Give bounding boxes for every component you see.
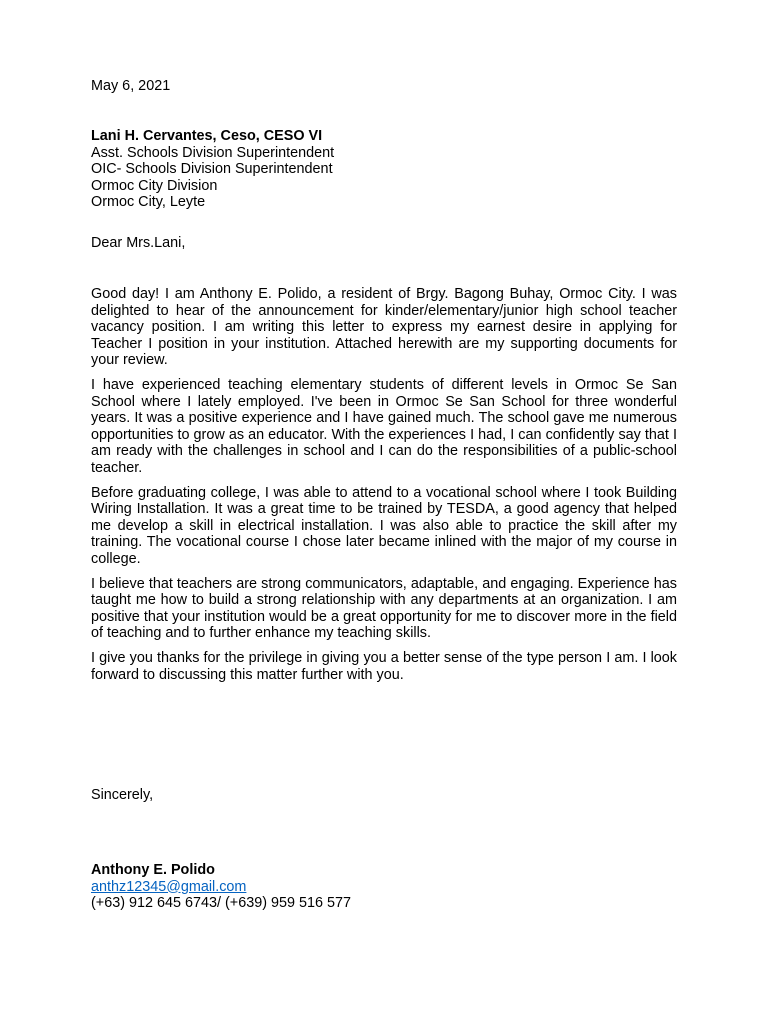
body-paragraph-5: I give you thanks for the privilege in giving you a better sense of the type person I am. I look forward to discussing this matter further with you. [91,650,677,683]
closing: Sincerely, [91,787,154,803]
salutation: Dear Mrs.Lani, [91,235,186,251]
letter-date: May 6, 2021 [91,78,171,94]
signature-name: Anthony E. Polido [91,862,215,878]
signature-block [91,862,677,912]
recipient-title-2: OIC- Schools Division Superintendent [91,161,333,177]
signature-email-link[interactable]: anthz12345@gmail.com [91,878,247,895]
recipient-org: Ormoc City Division [91,177,218,194]
signature-phone: (+63) 912 645 6743/ (+639) 959 516 577 [91,895,352,911]
letter-body [91,286,677,692]
body-paragraph-4: I believe that teachers are strong communicators, adaptable, and engaging. Experience has taught me how to build a strong relationship with any departments at an organization. I am positive that your institution would be a great opportunity for me to discover more in the field of teaching and to further enhance my teaching skills. [91,575,677,641]
recipient-block [91,128,677,211]
recipient-address: Ormoc City, Leyte [91,194,206,210]
body-paragraph-1: Good day! I am Anthony E. Polido, a resident of Brgy. Bagong Buhay, Ormoc City. I was delighted to hear of the announcement for kinder/elementary/junior high school teacher vacancy position. I am writing this letter to express my earnest desire in applying for Teacher I position in your institution. Attached herewith are my supporting documents for your review. [91,286,677,368]
recipient-name: Lani H. Cervantes, Ceso, CESO VI [91,128,323,144]
recipient-title-1: Asst. Schools Division Superintendent [91,144,335,161]
body-paragraph-2: I have experienced teaching elementary students of different levels in Ormoc Se San School where I lately employed. I've been in Ormoc Se San School for three wonderful years. It was a positive experience and I have gained much. The school gave me numerous opportunities to grow as an educator. With the experiences I had, I can confidently say that I am ready with the challenges in school and I can do the responsibilities of a public-school teacher. [91,377,677,476]
body-paragraph-3: Before graduating college, I was able to attend to a vocational school where I took Building Wiring Installation. It was a great time to be trained by TESDA, a good agency that helped me develop a skill in electrical installation. I was also able to practice the skill after my training. The vocational course I chose later became inlined with the major of my course in college. [91,484,677,567]
